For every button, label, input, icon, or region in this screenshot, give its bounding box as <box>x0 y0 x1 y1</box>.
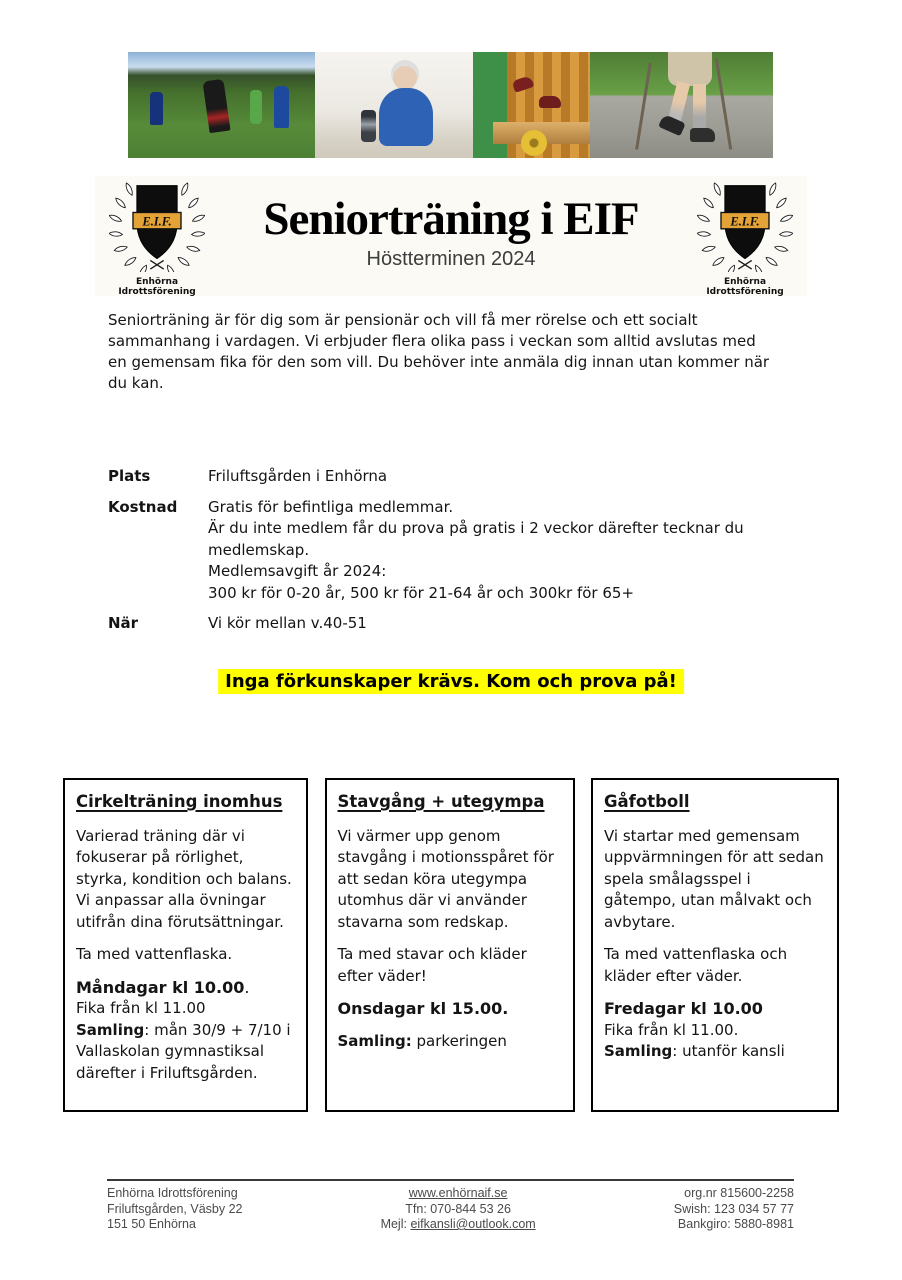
logo-caption: Enhörna Idrottsförening <box>118 276 196 297</box>
photo-nordic-walking <box>590 52 773 158</box>
website-link[interactable]: www.enhörnaif.se <box>408 1186 508 1200</box>
nar-label: När <box>108 614 139 632</box>
email-label: Mejl: <box>380 1217 411 1231</box>
activity-boxes <box>63 778 839 1112</box>
activity-bring: Ta med vattenflaska och kläder efter väder. <box>604 945 788 985</box>
kostnad-value <box>208 497 798 605</box>
schedule-day: Fredagar kl 10.00 <box>604 999 763 1018</box>
activity-box-stavgang <box>325 778 575 1112</box>
activity-title: Stavgång + utegympa <box>337 792 545 811</box>
weight-plate-shape <box>521 130 547 156</box>
schedule-day <box>76 977 296 999</box>
footer <box>107 1186 794 1233</box>
activity-box-cirkeltraning <box>63 778 308 1112</box>
footer-street: Friluftsgården, Väsby 22 <box>107 1201 243 1216</box>
footer-swish: Swish: 123 034 57 77 <box>673 1201 794 1216</box>
activity-box-gafotboll <box>591 778 839 1112</box>
intro-paragraph: Seniorträning är för dig som är pensionär och vill få mer rörelse och ett socialt sammanhang i vardagen. Vi erbjuder flera olika pass i veckan som alltid avslutas med en gemensam fika för den som vill. Du behöver inte anmäla dig innan utan kommer när du kan. <box>108 311 770 392</box>
player-silhouette <box>202 79 230 133</box>
walking-pole-shape <box>715 58 732 149</box>
activity-bring: Ta med stavar och kläder efter väder! <box>337 945 527 985</box>
page-title: Seniorträning i EIF <box>263 193 639 246</box>
kostnad-line: 300 kr för 0-20 år, 500 kr för 21-64 år och 300kr för 65+ <box>208 583 635 602</box>
shoe-shape <box>539 96 561 108</box>
eif-logo-right <box>689 176 801 297</box>
header <box>95 176 807 296</box>
schedule-samling <box>604 1041 827 1063</box>
activity-description: Vi startar med gemensam uppvärmningen för att sedan spela smålagsspel i gåtempo, utan målvakt och avbytare. <box>604 826 824 931</box>
schedule-day-bold: Måndagar kl 10.00 <box>76 977 245 997</box>
title-block <box>213 195 689 276</box>
samling-bold: Samling: <box>337 1031 412 1050</box>
person-silhouette <box>379 88 433 146</box>
activity-schedule <box>76 977 296 1085</box>
footer-payment <box>674 1186 794 1233</box>
footer-contact <box>381 1186 536 1233</box>
kostnad-line: Medlemsavgift år 2024: <box>208 562 387 580</box>
schedule-samling <box>76 1020 296 1085</box>
activity-title: Gåfotboll <box>604 792 690 811</box>
person-silhouette <box>393 66 417 90</box>
activity-description: Varierad träning där vi fokuserar på rörlighet, styrka, kondition och balans. Vi anpassar alla övningar utifrån dina förutsättningar. <box>76 826 292 931</box>
eif-logo-left <box>101 176 213 297</box>
kostnad-line: Är du inte medlem får du prova på gratis i 2 veckor därefter tecknar du medlemskap. <box>208 519 744 559</box>
photo-fika-coffee <box>315 52 473 158</box>
plats-value: Friluftsgården i Enhörna <box>208 467 388 485</box>
samling-rest: : utanför kansli <box>672 1042 785 1060</box>
svg-text:E.I.F.: E.I.F. <box>142 213 172 228</box>
schedule-day: Onsdagar kl 15.00. <box>337 999 509 1018</box>
eif-crest-icon <box>697 176 793 272</box>
photo-football <box>128 52 315 158</box>
schedule-samling <box>338 1031 563 1053</box>
info-table <box>108 466 798 635</box>
photo-strip <box>128 52 773 158</box>
samling-bold: Samling <box>604 1042 673 1060</box>
person-silhouette <box>693 84 706 130</box>
schedule-fika: Fika från kl 11.00. <box>604 1020 739 1039</box>
activity-description: Vi värmer upp genom stavgång i motionsspåret för att sedan köra utegympa utomhus där vi använder stavarna som redskap. <box>337 826 554 931</box>
player-silhouette <box>150 92 163 125</box>
player-silhouette <box>250 90 262 124</box>
footer-org-name: Enhörna Idrottsförening <box>107 1186 238 1200</box>
logo-caption: Enhörna Idrottsförening <box>706 276 784 297</box>
activity-schedule <box>604 998 827 1063</box>
boot-shape <box>690 128 715 142</box>
footer-orgnr: org.nr 815600-2258 <box>684 1186 794 1200</box>
samling-bold: Samling <box>76 1020 145 1039</box>
person-silhouette <box>668 52 712 86</box>
footer-address <box>107 1186 243 1233</box>
highlight-banner: Inga förkunskaper krävs. Kom och prova på! <box>218 669 684 694</box>
schedule-fika: Fika från kl 11.00 <box>76 999 206 1017</box>
kostnad-label: Kostnad <box>108 497 178 516</box>
email-link[interactable]: eifkansli@outlook.com <box>410 1217 536 1231</box>
page-subtitle: Höstterminen 2024 <box>366 247 536 270</box>
eif-crest-icon <box>109 176 205 272</box>
samling-rest: parkeringen <box>411 1031 507 1050</box>
plats-label: Plats <box>108 467 151 485</box>
activity-bring: Ta med vattenflaska. <box>76 945 233 963</box>
schedule-day-suffix: . <box>244 977 250 997</box>
kostnad-line: Gratis för befintliga medlemmar. <box>208 497 454 516</box>
footer-city: 151 50 Enhörna <box>107 1217 196 1231</box>
photo-gym-balance <box>473 52 590 158</box>
nar-value: Vi kör mellan v.40-51 <box>208 614 367 632</box>
samling-rest: : mån 30/9 + 7/10 i Vallaskolan gymnastiksal därefter i Friluftsgården. <box>76 1020 291 1082</box>
svg-text:E.I.F.: E.I.F. <box>730 213 760 228</box>
activity-title: Cirkelträning inomhus <box>76 792 283 811</box>
footer-divider <box>107 1179 794 1181</box>
walking-pole-shape <box>635 62 652 149</box>
thermos-shape <box>361 110 376 142</box>
footer-phone: Tfn: 070-844 53 26 <box>405 1201 511 1216</box>
player-silhouette <box>274 86 289 128</box>
footer-bankgiro: Bankgiro: 5880-8981 <box>677 1217 794 1231</box>
